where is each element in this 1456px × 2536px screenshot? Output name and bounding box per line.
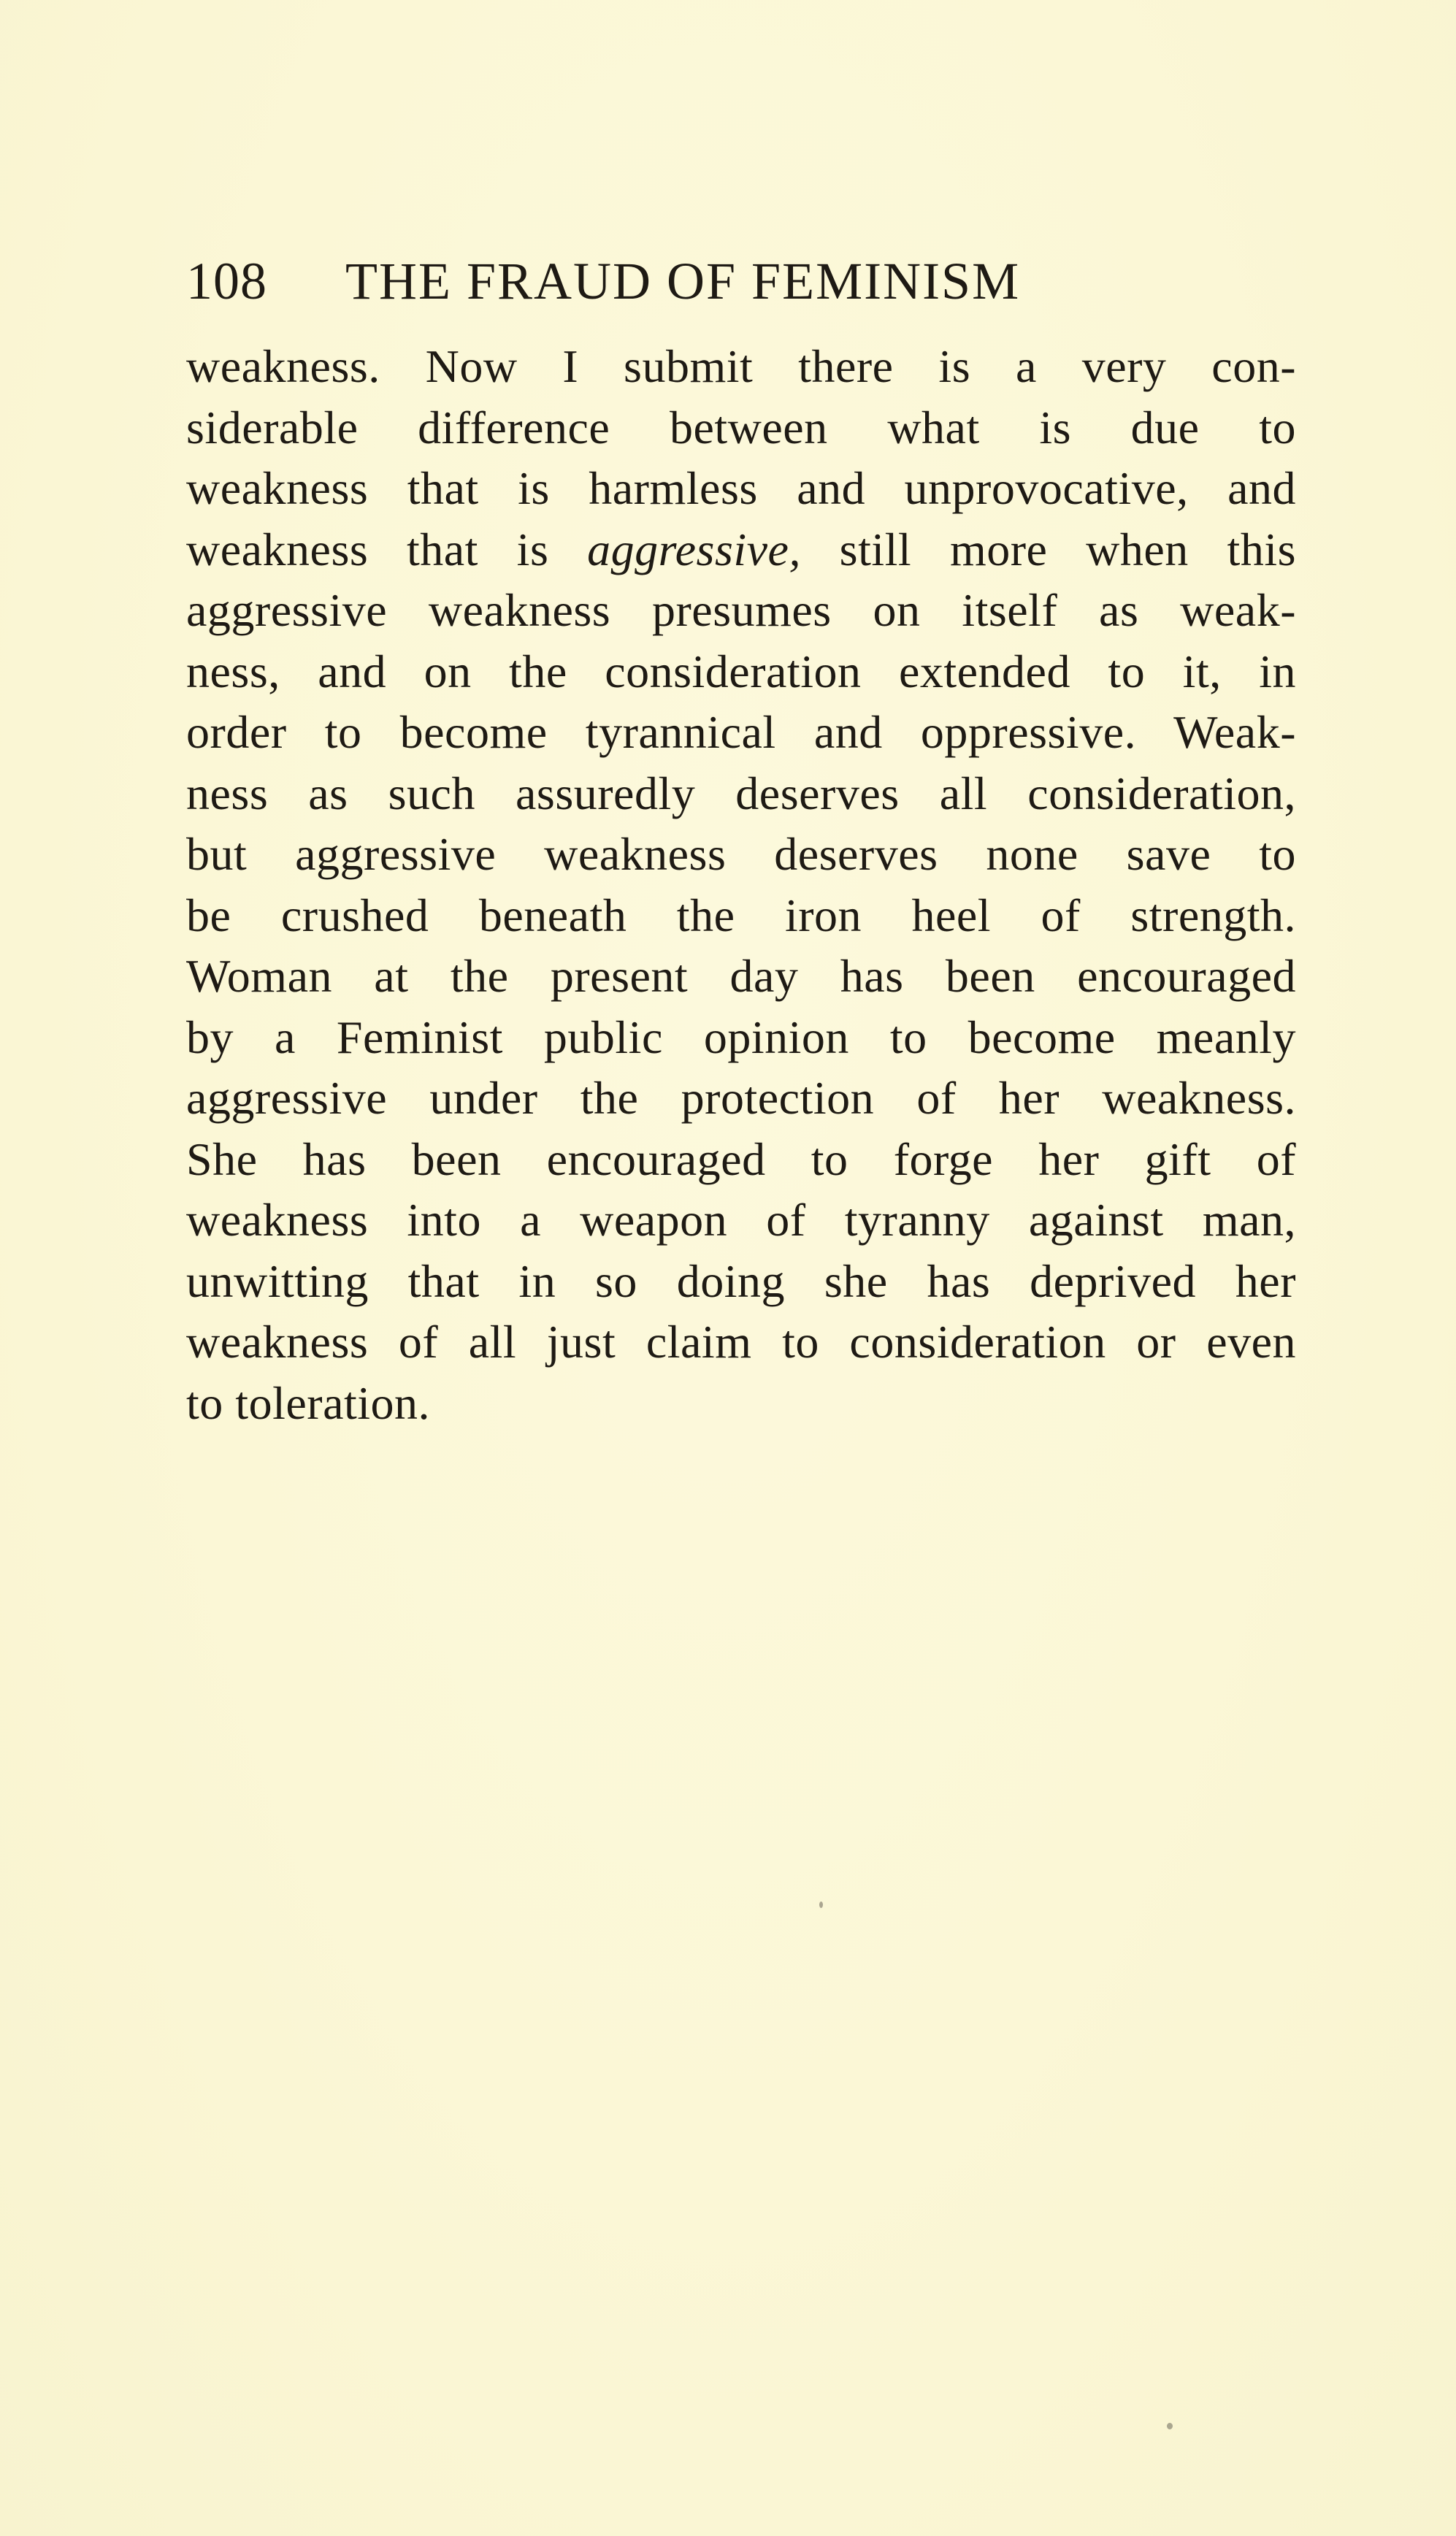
body-paragraph <box>186 336 1296 1433</box>
text-line: aggressive weakness presumes on itself as weak- <box>186 584 1296 636</box>
text-line: aggressive under the protection of her weakness. <box>186 1072 1296 1124</box>
text-line: unwitting that in so doing she has deprived her <box>186 1254 1296 1307</box>
text-line: ness as such assuredly deserves all consideration, <box>186 767 1296 819</box>
paper-speck <box>819 1901 823 1908</box>
text-line: ness, and on the consideration extended to it, in <box>186 645 1296 697</box>
text-line: Woman at the present day has been encouraged <box>186 950 1296 1002</box>
text-line <box>186 519 1296 581</box>
text-line: weakness into a weapon of tyranny against man, <box>186 1194 1296 1246</box>
running-head <box>186 241 1296 321</box>
text-line: She has been encouraged to forge her gift of <box>186 1133 1296 1185</box>
emphasized-word: aggressive, <box>587 523 801 575</box>
text-line: but aggressive weakness deserves none save to <box>186 828 1296 880</box>
text-line: to toleration. <box>186 1376 431 1429</box>
text-line: order to become tyrannical and oppressive. Weak- <box>186 706 1296 758</box>
text-line: be crushed beneath the iron heel of strength. <box>186 889 1296 941</box>
page-number: 108 <box>186 252 267 310</box>
text-line: weakness that is harmless and unprovocative, and <box>186 462 1296 514</box>
text-line: weakness of all just claim to consideration or even <box>186 1316 1296 1368</box>
text-line: weakness. Now I submit there is a very con- <box>186 340 1296 392</box>
running-title: THE FRAUD OF FEMINISM <box>345 252 1021 310</box>
text-segment: weakness that is <box>186 523 588 575</box>
text-line: by a Feminist public opinion to become meanly <box>186 1011 1296 1063</box>
text-line: siderable difference between what is due to <box>186 401 1296 453</box>
paper-speck <box>1167 2423 1173 2429</box>
text-segment: still more when this <box>800 523 1297 575</box>
